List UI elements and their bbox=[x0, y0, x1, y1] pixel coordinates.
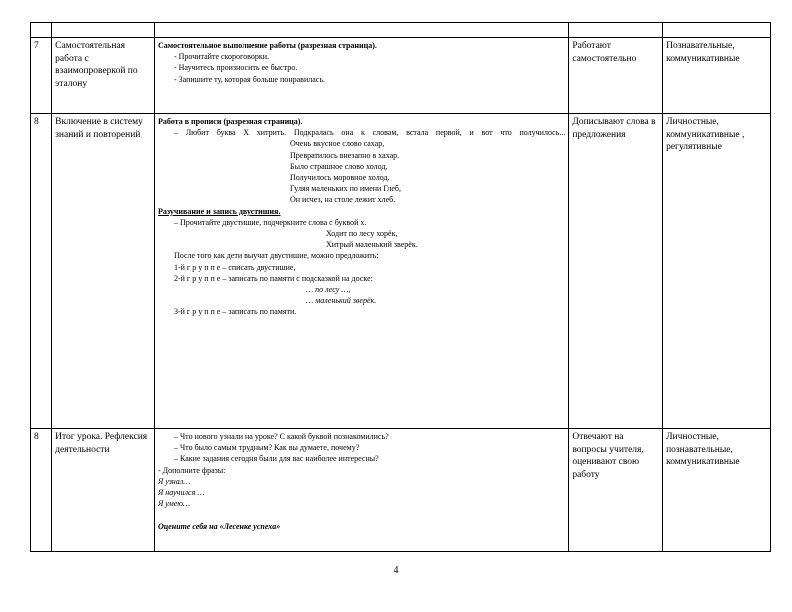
intro-text: – Любит буква Х хитрить. Подкралась она к словам, встала первой, и вот что получилось... bbox=[173, 128, 566, 138]
group-1 bbox=[158, 262, 565, 273]
task-title: Работа в прописи (разрезная страница). bbox=[157, 117, 303, 126]
task-item: - Научитесь произносить ее быстро. bbox=[173, 63, 298, 73]
stage-cell: Самостоятельная работа с взаимопроверкой по эталону bbox=[52, 38, 155, 114]
learn-task: – Прочитайте двустишие, подчеркните слова с буквой х. bbox=[173, 217, 367, 227]
task-item: - Запишите ту, которая больше понравилась. bbox=[173, 74, 325, 84]
poem-line: Превратилось внезапно в хахар. bbox=[289, 150, 400, 160]
complete-phrases: - Дополните фразы: bbox=[157, 465, 226, 475]
stage-cell: Включение в систему знаний и повторений bbox=[52, 114, 155, 429]
phrase-line: Я узнал… bbox=[157, 476, 191, 486]
group-text: – записать по памяти. bbox=[220, 307, 297, 317]
table-header-row bbox=[31, 23, 771, 38]
row-number: 8 bbox=[31, 429, 52, 552]
learn-title: Разучивание и запись двустишия. bbox=[157, 206, 281, 216]
lesson-table bbox=[30, 22, 771, 552]
row-number: 8 bbox=[31, 114, 52, 429]
page-number: 4 bbox=[393, 565, 399, 576]
stage-cell: Итог урока. Рефлексия деятельности bbox=[52, 429, 155, 552]
content-cell bbox=[154, 429, 568, 552]
group-label: 2-й г р у п п е bbox=[173, 273, 221, 283]
question-line: – Что нового узнали на уроке? С какой буквой познакомились? bbox=[173, 432, 389, 441]
poem-line: Гуляя маленьких по имени Глеб, bbox=[289, 184, 401, 194]
group-text: – записать по памяти с подсказкой на доске: bbox=[220, 273, 373, 283]
content-cell bbox=[154, 38, 568, 114]
group-text: – списать двустишие, bbox=[220, 262, 296, 272]
task-item: - Прочитайте скороговорки. bbox=[173, 52, 269, 62]
group-3 bbox=[158, 306, 565, 317]
poem-line: Он исчез, на столе лежит хлеб. bbox=[289, 195, 396, 205]
hint-line: … маленький зверёк. bbox=[305, 296, 377, 306]
poem-line: Получилось моровное холод. bbox=[289, 173, 390, 183]
table-row bbox=[31, 38, 771, 114]
uud-cell: Личностные, коммуникативные , регулятивные bbox=[663, 114, 771, 429]
question-line: – Что было самым трудным? Как вы думаете, почему? bbox=[173, 443, 360, 453]
hint-line: … по лесу …, bbox=[305, 285, 351, 295]
task-title: Самостоятельное выполнение работы (разрезная страница). bbox=[157, 41, 377, 50]
students-activity-cell: Отвечают на вопросы учителя, оценивают свою работу bbox=[569, 429, 663, 552]
table-row bbox=[31, 114, 771, 429]
couplet-line: Ходит по лесу хорёк, bbox=[325, 229, 398, 239]
poem-line: Очень вкусное слово сахар, bbox=[289, 139, 385, 149]
uud-cell: Личностные, познавательные, коммуникативные bbox=[663, 429, 771, 552]
students-activity-cell: Работают самостоятельно bbox=[569, 38, 663, 114]
poem-line: Было страшное слово холод, bbox=[289, 161, 388, 171]
phrase-line: Я научился … bbox=[157, 488, 205, 498]
group-2 bbox=[158, 273, 565, 284]
row-number: 7 bbox=[31, 38, 52, 114]
rate-yourself: Оцените себя на «Лесенке успеха» bbox=[157, 521, 281, 531]
phrase-line: Я умею… bbox=[157, 499, 191, 509]
couplet-line: Хитрый маленький зверёк. bbox=[325, 240, 418, 250]
students-activity-cell: Дописывают слова в предложения bbox=[569, 114, 663, 429]
question-line: – Какие задания сегодня были для вас наиболее интересны? bbox=[173, 454, 379, 464]
after-text: После того как дети выучат двустишие, можно предложить: bbox=[173, 251, 379, 261]
uud-cell: Познавательные, коммуникативные bbox=[663, 38, 771, 114]
content-cell bbox=[154, 114, 568, 429]
table-row bbox=[31, 429, 771, 552]
group-label: 3-й г р у п п е bbox=[173, 307, 221, 317]
group-label: 1-й г р у п п е bbox=[173, 262, 221, 272]
